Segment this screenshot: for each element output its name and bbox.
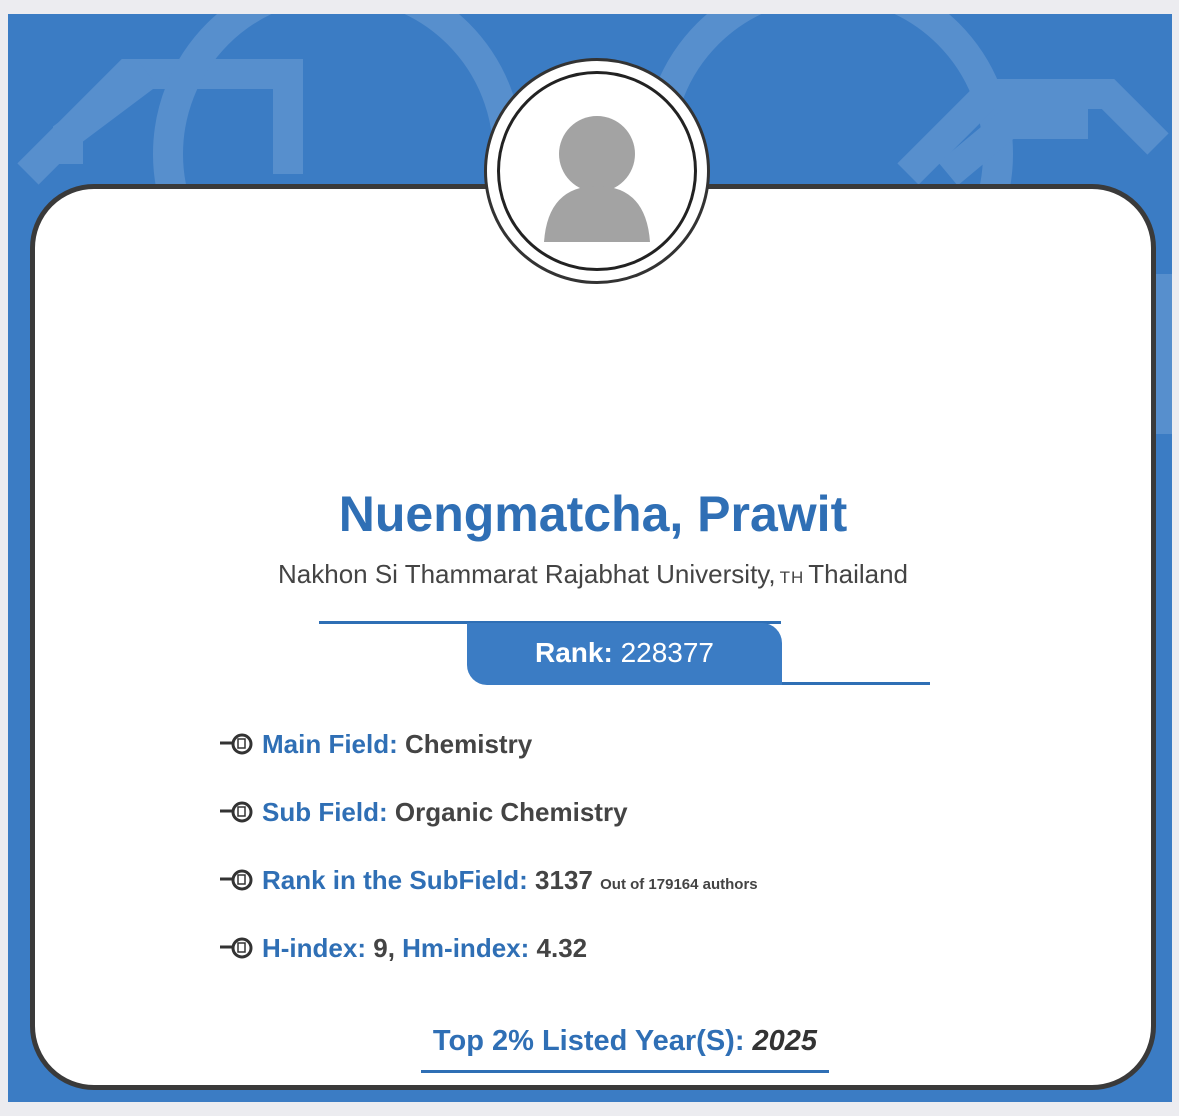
avatar-frame bbox=[484, 58, 710, 284]
sub-field-label: Sub Field: bbox=[262, 797, 388, 827]
subfield-rank-note: Out of 179164 authors bbox=[600, 876, 758, 893]
affiliation bbox=[35, 559, 1151, 590]
main-field-label: Main Field: bbox=[262, 729, 398, 759]
h-index-value: 9, bbox=[373, 933, 395, 963]
rank-value: 228377 bbox=[620, 637, 714, 668]
certificate-card bbox=[30, 184, 1156, 1090]
field-bullet-icon bbox=[220, 730, 254, 756]
certificate-frame bbox=[8, 14, 1172, 1102]
rank-badge bbox=[467, 623, 782, 685]
country: Thailand bbox=[808, 559, 908, 589]
listed-years bbox=[421, 1025, 829, 1058]
listed-label: Top 2% Listed Year(S): bbox=[432, 1025, 745, 1057]
field-bullet-icon bbox=[220, 866, 254, 892]
main-field-value: Chemistry bbox=[405, 729, 533, 759]
top2-logo bbox=[119, 1089, 264, 1090]
subfield-rank-label: Rank in the SubField: bbox=[262, 865, 528, 895]
rank-label: Rank: bbox=[534, 637, 613, 668]
hm-index-value: 4.32 bbox=[536, 933, 588, 963]
sub-field-row bbox=[220, 797, 628, 828]
magnifier-logo-icon bbox=[131, 1087, 241, 1090]
hm-index-label: Hm-index: bbox=[402, 933, 530, 963]
scientist-name: Nuengmatcha, Prawit bbox=[338, 486, 848, 542]
subfield-rank-value: 3137 bbox=[535, 865, 593, 895]
main-field-row bbox=[220, 729, 532, 760]
listed-underline bbox=[421, 1070, 829, 1073]
avatar bbox=[497, 71, 697, 271]
country-code: TH bbox=[779, 568, 805, 587]
avatar-placeholder-icon bbox=[500, 74, 694, 268]
listed-year: 2025 bbox=[752, 1025, 818, 1057]
sub-field-value: Organic Chemistry bbox=[394, 797, 628, 827]
rank-divider-bottom bbox=[775, 682, 930, 685]
subfield-rank-row bbox=[220, 865, 758, 896]
field-bullet-icon bbox=[220, 798, 254, 824]
h-index-label: H-index: bbox=[262, 933, 366, 963]
institution: Nakhon Si Thammarat Rajabhat University, bbox=[278, 559, 776, 589]
h-index-row bbox=[220, 933, 587, 964]
field-bullet-icon bbox=[220, 934, 254, 960]
